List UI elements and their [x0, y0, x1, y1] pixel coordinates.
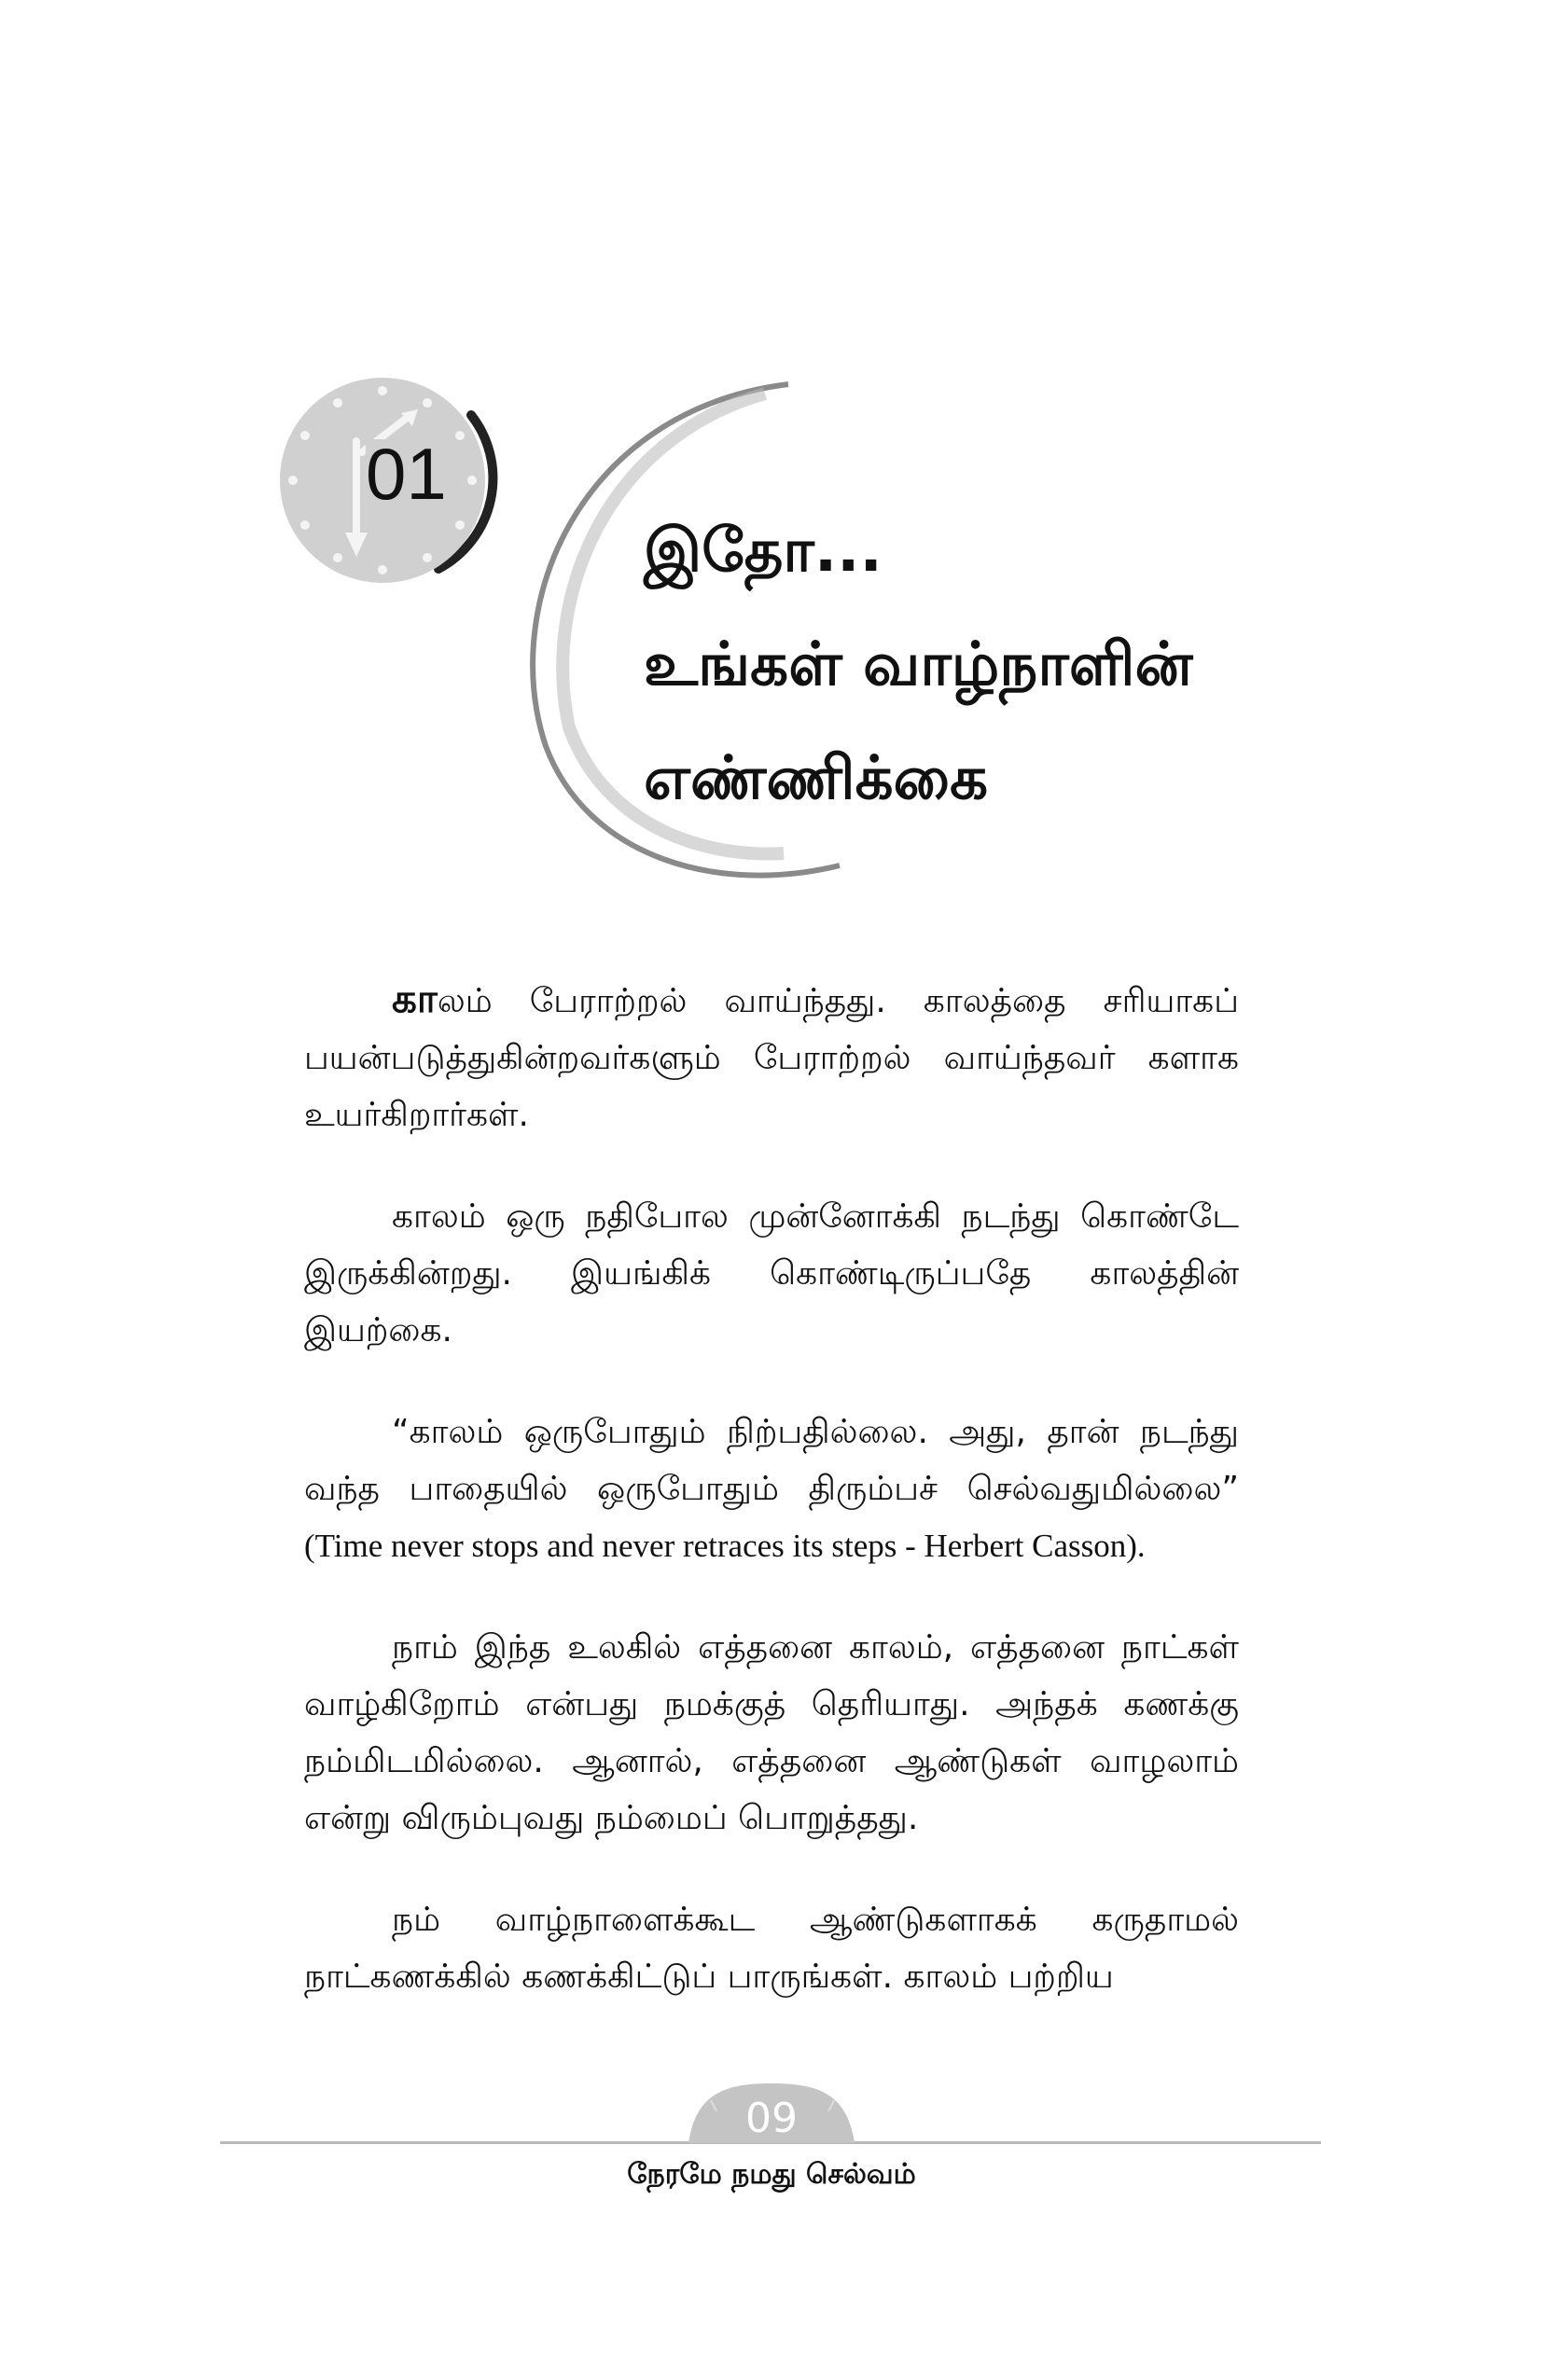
- title-line-3: எண்ணிக்கை: [644, 744, 988, 813]
- page-number: 09: [745, 2095, 798, 2142]
- paragraph-2: காலம் ஒரு நதிபோல முன்னோக்கி நடந்து கொண்டே இருக்கின்றது. இயங்கிக் கொண்டிருப்பதே காலத்தின் இயற்கை.: [304, 1197, 1239, 1349]
- paragraph-1: [304, 970, 1239, 1143]
- book-title: நேரமே நமது செல்வம்: [627, 2158, 916, 2191]
- body-text: [304, 970, 1239, 2050]
- paragraph-quote: [304, 1404, 1239, 1574]
- paragraph-4: நாம் இந்த உலகில் எத்தனை காலம், எத்தனை நாட்கள் வாழ்கிறோம் என்பது நமக்குத் தெரியாது. அந்தக் கணக்கு நம்மிடமில்லை. ஆனால், எத்தனை ஆண்டுகள் வாழலாம் என்று விரும்புவது நம்மைப் பொறுத்தது.: [304, 1628, 1239, 1837]
- title-line-2: உங்கள் வாழ்நாளின்: [644, 630, 1193, 699]
- chapter-title: [644, 494, 1315, 836]
- dropcap: கா: [392, 976, 438, 1021]
- quote-english: (Time never stops and never retraces its steps - Herbert Casson).: [304, 1528, 1146, 1564]
- chapter-number: 01: [366, 433, 447, 515]
- paragraph-5: நம் வாழ்நாளைக்கூட ஆண்டுகளாகக் கருதாமல் நாட்கணக்கில் கணக்கிட்டுப் பாருங்கள். காலம் பற்றிய: [304, 1901, 1239, 1996]
- quote-tamil: “காலம் ஒருபோதும் நிற்பதில்லை. அது, தான் நடந்து வந்த பாதையில் ஒருபோதும் திரும்பச் செல்வதுமில்லை”: [304, 1413, 1239, 1508]
- paragraph-1-text: லம் பேராற்றல் வாய்ந்தது. காலத்தை சரியாகப் பயன்படுத்துகின்றவர்களும் பேராற்றல் வாய்ந்தவர் களாக உயர்கிறார்கள்.: [304, 982, 1239, 1134]
- title-line-1: இதோ...: [644, 517, 883, 586]
